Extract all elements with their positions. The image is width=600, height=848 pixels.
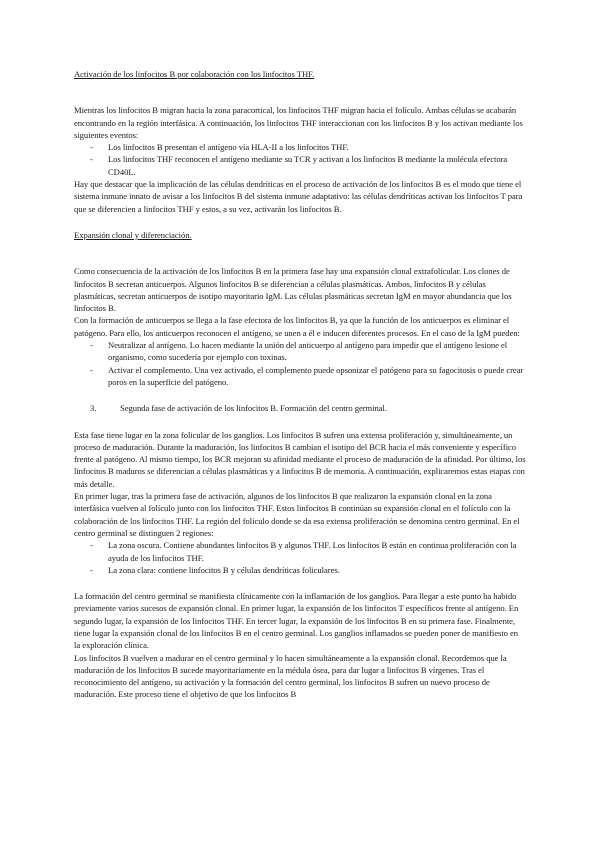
paragraph: Como consecuencia de la activación de los linfocitos B en la primera fase hay una expansión clonal extrafolicular. Los clones de linfocitos B secretan anticuerpos. Algunos linfocitos B se diferencian a células plasmáticas. Ambos, linfocitos B y células plasmáticas, secretan anticuerpos de isotipo mayoritario IgM. Las células plasmáticas secretan IgM en mayor abundancia que los linfocitos B.: [74, 266, 512, 314]
dash-bullet: -: [90, 364, 93, 375]
list-item: - Neutralizar al antígeno. Lo hacen mediante la unión del anticuerpo al antígeno para impedir que el antígeno lesione el organismo, como sucedería por ejemplo con toxinas.: [90, 340, 508, 363]
paragraph: Hay que destacar que la implicación de las células dendríticas en el proceso de activación de los linfocitos B es el modo que tiene el sistema inmune innato de avisar a los linfocitos B del sistema inmune adaptativo: las células dendríticas activan los linfocitos T para que se diferencien a linfocitos THF y estos, a su vez, activarán los linfocitos B.: [74, 179, 523, 214]
list-item: - La zona oscura. Contiene abundantes linfocitos B y algunos THF. Los linfocitos B están en continua proliferación con la ayuda de los linfocitos THF.: [90, 540, 517, 563]
paragraph: Esta fase tiene lugar en la zona folicular de los ganglios. Los linfocitos B sufren una extensa proliferación y, simultáneamente, un proceso de maduración. Durante la maduración, los linfocitos B cambian el isotipo del BCR hacia el más conveniente y específico frente al patógeno. Al mismo tiempo, los BCR mejoran su afinidad mediante el proceso de maduración de la afinidad. Por último, los linfocitos B maduros se diferencian a células plasmáticas y a linfocitos B de memoria. A continuación, explicaremos estas etapas con más detalle.: [74, 429, 526, 489]
dash-bullet: -: [90, 142, 93, 153]
list-item: - La zona clara: contiene linfocitos B y células dendríticas foliculares.: [90, 564, 340, 575]
bullet-list: [74, 141, 526, 178]
section-heading-clonal-expansion: Expansión clonal y diferenciación.: [74, 229, 192, 240]
heading-number: 3.: [90, 403, 97, 414]
dash-bullet: -: [90, 540, 93, 551]
bullet-list: [74, 339, 526, 388]
list-item: - Los linfocitos THF reconocen el antígeno mediante su TCR y activan a los linfocitos B mediante la molécula efectora CD40L.: [90, 154, 508, 177]
paragraph: Los linfocitos B vuelven a madurar en el centro germinal y lo hacen simultáneamente a la expansión clonal. Recordemos que la maduración de los linfocitos B sucede mayoritariamente en la médula ósea, para dar lugar a linfocitos B vírgenes. Tras el reconocimiento del antígeno, su activación y la formación del centro germinal, los linfocitos B sufren un nuevo proceso de maduración. Este proceso tiene el objetivo de que los linfocitos B: [74, 652, 507, 700]
dash-bullet: -: [90, 564, 93, 575]
list-item: - Los linfocitos B presentan el antígeno vía HLA-II a los linfocitos THF.: [90, 142, 349, 153]
paragraph: La formación del centro germinal se manifiesta clínicamente con la inflamación de los ganglios. Para llegar a este punto ha habido previamente varios sucesos de expansión clonal. En primer lugar, la expansión de los linfocitos T específicos frente al antígeno. En segundo lugar, la expansión de los linfocitos THF. En tercer lugar, la expansión de los linfocitos B en su primera fase. Finalmente, tiene lugar la expansión clonal de los linfocitos B en el centro germinal. Los ganglios inflamados se pueden poner de manifiesto en la exploración clínica.: [74, 591, 519, 651]
dash-bullet: -: [90, 154, 93, 165]
document-page: [74, 68, 526, 701]
list-item: - Activar el complemento. Una vez activado, el complemento puede opsonizar el patógeno para su fagocitosis o puede crear poros en la superficie del patógeno.: [90, 364, 524, 387]
paragraph: Mientras los linfocitos B migran hacia la zona paracortical, los linfocitos THF migran hacia el folículo. Ambas células se acabarán encontrando en la región interfásica. A continuación, los linfocitos THF interaccionan con los linfocitos B y los activan mediante los siguientes eventos:: [74, 105, 523, 140]
bullet-list: [74, 539, 526, 576]
numbered-heading-germinal-center: 3. Segunda fase de activación de los linfocitos B. Formación del centro germinal.: [90, 403, 387, 414]
paragraph: En primer lugar, tras la primera fase de activación, algunos de los linfocitos B que realizaron la expansión clonal en la zona interfásica vuelven al folículo junto con los linfocitos THF. Estos linfocitos B continúan su expansión clonal en el folículo con la colaboración de los linfocitos THF. La región del folículo donde se da esa extensa proliferación se denomina centro germinal. En el centro germinal se distinguen 2 regiones:: [74, 491, 520, 538]
paragraph: Con la formación de anticuerpos se llega a la fase efectora de los linfocitos B, ya que la función de los anticuerpos es eliminar el patógeno. Para ello, los anticuerpos reconocen el antígeno, se unen a él e inducen diferentes procesos. En el caso de la IgM pueden:: [74, 315, 520, 338]
dash-bullet: -: [90, 340, 93, 351]
section-heading-activation: Activación de los linfocitos B por colaboración con los linfocitos THF.: [74, 69, 315, 79]
